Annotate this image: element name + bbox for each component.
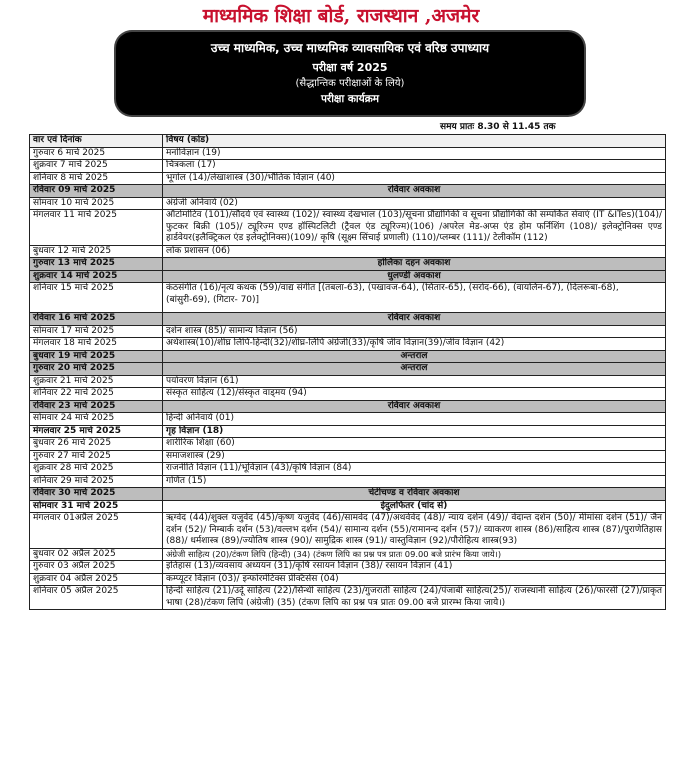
table-row	[30, 425, 666, 438]
banner-schedule-title: परीक्षा कार्यक्रम	[320, 93, 380, 105]
row-date: बुधवार 19 मार्च 2025	[30, 350, 163, 363]
row-date: सोमवार 31 मार्च 2025	[30, 500, 163, 513]
row-date: गुरुवार 03 अप्रैल 2025	[30, 561, 163, 574]
row-subject: अन्तराल	[163, 363, 666, 376]
table-row	[30, 438, 666, 451]
table-row-holiday	[30, 400, 666, 413]
row-subject: संस्कृत साहित्य (12)/संस्कृत वाड्मय (94)	[163, 388, 666, 401]
table-row-holiday	[30, 488, 666, 501]
row-subject: होलिका दहन अवकाश	[163, 258, 666, 271]
row-subject: रविवार अवकाश	[163, 313, 666, 326]
row-subject: हिन्दी साहित्य (21)/उर्दू साहित्य (22)/सिन्धी साहित्य (23)/गुजराती साहित्य (24)/पंजाबी साहित्य(25)/ राजस्थानी साहित्य (26)/फारसी (27)/प्राकृत भाषा (28)/टंकण लिपि (अंग्रेजी) (35) (टंकण लिपि का प्रश्न पत्र प्रातः 09.00 बजे प्रारम्भ किया जाये।)	[163, 586, 666, 610]
row-subject: लोक प्रशासन (06)	[163, 245, 666, 258]
row-subject: गणित (15)	[163, 475, 666, 488]
table-row	[30, 147, 666, 160]
row-date: शुक्रवार 21 मार्च 2025	[30, 375, 163, 388]
row-date: शनिवार 05 अप्रैल 2025	[30, 586, 163, 610]
table-row-holiday	[30, 270, 666, 283]
row-date: गुरुवार 13 मार्च 2025	[30, 258, 163, 271]
banner-theory-note: (सैद्धान्तिक परीक्षाओं के लिये)	[295, 78, 405, 89]
exam-time-note: समय प्रातः 8.30 से 11.45 तक	[440, 122, 556, 132]
row-date: मंगलवार 11 मार्च 2025	[30, 210, 163, 246]
row-subject: कम्प्यूटर विज्ञान (03)/ इन्फोरमेटिक्स प्रेक्टिसेस (04)	[163, 573, 666, 586]
row-date: सोमवार 10 मार्च 2025	[30, 197, 163, 210]
board-title: माध्यमिक शिक्षा बोर्ड, राजस्थान ,अजमेर	[202, 5, 480, 27]
row-date: मंगलवार 25 मार्च 2025	[30, 425, 163, 438]
row-date: शुक्रवार 04 अप्रैल 2025	[30, 573, 163, 586]
table-row	[30, 375, 666, 388]
table-row	[30, 548, 666, 561]
table-row	[30, 325, 666, 338]
table-row	[30, 450, 666, 463]
table-header-row	[30, 135, 666, 148]
row-date: शनिवार 22 मार्च 2025	[30, 388, 163, 401]
row-subject: दर्शन शास्त्र (85)/ सामान्य विज्ञान (56)	[163, 325, 666, 338]
row-subject: ऑटोमोटिव (101)/सौंदर्य एवं स्वास्थ्य (102)/ स्वास्थ्य देखभाल (103)/सूचना प्रौद्योगिकी व सूचना प्रौद्योगिकी की सम्पर्कित सेवाएं (IT &ITes)(104)/फुटकर बिक्री (105)/ ट्यूरिज्म एण्ड हॉस्पिटलिटी (ट्रैवल एंड ट्यूरिज्म)(106) /अपरेल मेड-अप्स एंड होम फर्निशिंग (108)/ इलेक्ट्रोनिक्स एण्ड हार्डवेयर(इलैक्ट्रिकल एंड इलेक्ट्रोनिक्स)(109)/ कृषि (सूक्ष्म सिंचाई प्रणाली) (110)/प्लम्बर (111)/ टेलीकॉम (112)	[163, 210, 666, 246]
exam-banner	[116, 32, 584, 115]
row-subject: चेटीचण्ड व रविवार अवकाश	[163, 488, 666, 501]
row-subject: पर्यावरण विज्ञान (61)	[163, 375, 666, 388]
row-subject: रविवार अवकाश	[163, 400, 666, 413]
table-row	[30, 561, 666, 574]
row-subject: अंग्रेजी अनिवार्य (02)	[163, 197, 666, 210]
row-date: बुधवार 26 मार्च 2025	[30, 438, 163, 451]
table-row	[30, 160, 666, 173]
table-row	[30, 463, 666, 476]
row-subject: अर्थशास्त्र(10)/शीघ्र लिपि-हिन्दी(32)/शीघ्र-लिपि अंग्रेजी(33)/कृषि जीव विज्ञान(39)/जीव विज्ञान (42)	[163, 338, 666, 351]
row-subject: समाजशास्त्र (29)	[163, 450, 666, 463]
row-subject: अन्तराल	[163, 350, 666, 363]
row-date: रविवार 30 मार्च 2025	[30, 488, 163, 501]
row-subject: इतिहास (13)/व्यवसाय अध्ययन (31)/कृषि रसायन विज्ञान (38)/ रसायन विज्ञान (41)	[163, 561, 666, 574]
row-subject: भूगोल (14)/लेखाशास्त्र (30)/भौतिक विज्ञान (40)	[163, 172, 666, 185]
row-date: गुरुवार 27 मार्च 2025	[30, 450, 163, 463]
table-row	[30, 283, 666, 313]
table-row-holiday	[30, 258, 666, 271]
row-subject: ऋग्वेद (44)/शुक्ल यजुर्वेद (45)/कृष्ण यजुर्वेद (46)/सामवेद (47)/अथर्ववेद (48)/ न्याय दर्शन (49)/ वेदान्त दर्शन (50)/ मीमांसा दर्शन (51)/ जैन दर्शन (52)/ निम्बार्क दर्शन (53)/वल्लभ दर्शन (54)/ सामान्य दर्शन (55)/रामानन्द दर्शन (57)/ व्याकरण शास्त्र (86)/साहित्य शास्त्र (87)/पुराणेतिहास (88)/ धर्मशास्त्र (89)/ज्योतिष शास्त्र (90)/ सामुद्रिक शास्त्र (91)/ वास्तुविज्ञान (92)/पौरोहित्य शास्त्र(93)	[163, 513, 666, 549]
row-subject: रविवार अवकाश	[163, 185, 666, 198]
table-row	[30, 388, 666, 401]
row-subject: गृह विज्ञान (18)	[163, 425, 666, 438]
row-date: शनिवार 29 मार्च 2025	[30, 475, 163, 488]
exam-schedule-table	[29, 134, 666, 610]
table-row	[30, 586, 666, 610]
row-subject: चित्रकला (17)	[163, 160, 666, 173]
row-date: शुक्रवार 14 मार्च 2025	[30, 270, 163, 283]
table-row	[30, 172, 666, 185]
row-date: शनिवार 8 मार्च 2025	[30, 172, 163, 185]
row-subject: राजनीति विज्ञान (11)/भूविज्ञान (43)/कृषि विज्ञान (84)	[163, 463, 666, 476]
row-date: गुरुवार 6 मार्च 2025	[30, 147, 163, 160]
row-date: गुरुवार 20 मार्च 2025	[30, 363, 163, 376]
row-date: सोमवार 17 मार्च 2025	[30, 325, 163, 338]
table-row	[30, 210, 666, 246]
table-row	[30, 245, 666, 258]
row-date: सोमवार 24 मार्च 2025	[30, 413, 163, 426]
table-row	[30, 413, 666, 426]
row-date: शनिवार 15 मार्च 2025	[30, 283, 163, 313]
row-date: बुधवार 02 अप्रैल 2025	[30, 548, 163, 561]
header-date: वार एवं दिनांक	[30, 135, 163, 148]
table-row	[30, 475, 666, 488]
row-date: रविवार 16 मार्च 2025	[30, 313, 163, 326]
table-row-holiday	[30, 500, 666, 513]
row-date: मंगलवार 18 मार्च 2025	[30, 338, 163, 351]
row-subject: हिन्दी अनिवार्य (01)	[163, 413, 666, 426]
row-date: बुधवार 12 मार्च 2025	[30, 245, 163, 258]
row-date: मंगलवार 01अप्रैल 2025	[30, 513, 163, 549]
row-subject: धुलण्डी अवकाश	[163, 270, 666, 283]
table-row	[30, 573, 666, 586]
row-subject: अंग्रेजी साहित्य (20)/टंकण लिपि (हिन्दी) (34) (टंकण लिपि का प्रश्न पत्र प्रातः 09.00 बजे प्रारंभ किया जाये।)	[163, 548, 666, 561]
table-row-interval	[30, 363, 666, 376]
row-date: रविवार 09 मार्च 2025	[30, 185, 163, 198]
banner-exam-classes: उच्च माध्यमिक, उच्च माध्यमिक व्यावसायिक एवं वरिष्ठ उपाध्याय	[210, 41, 490, 55]
header-subject: विषय (कोड)	[163, 135, 666, 148]
row-subject: ईदुलफितर (चांद से)	[163, 500, 666, 513]
table-row-holiday	[30, 185, 666, 198]
row-date: शुक्रवार 28 मार्च 2025	[30, 463, 163, 476]
row-date: शुक्रवार 7 मार्च 2025	[30, 160, 163, 173]
table-row	[30, 513, 666, 549]
row-subject: कंठसंगीत (16)/नृत्य कथक (59)/वाद्य संगीत [(तबला-63), (पखावज-64), (सितार-65), (सरोद-66), (वायलिन-67), (दिलरूबा-68), (बांसुरी-69), (गिटार- 70)]	[163, 283, 666, 313]
row-subject: मनोविज्ञान (19)	[163, 147, 666, 160]
table-row	[30, 338, 666, 351]
row-subject: शारीरिक शिक्षा (60)	[163, 438, 666, 451]
table-row-interval	[30, 350, 666, 363]
row-date: रविवार 23 मार्च 2025	[30, 400, 163, 413]
table-row	[30, 197, 666, 210]
table-row-holiday	[30, 313, 666, 326]
banner-exam-year: परीक्षा वर्ष 2025	[312, 61, 388, 74]
